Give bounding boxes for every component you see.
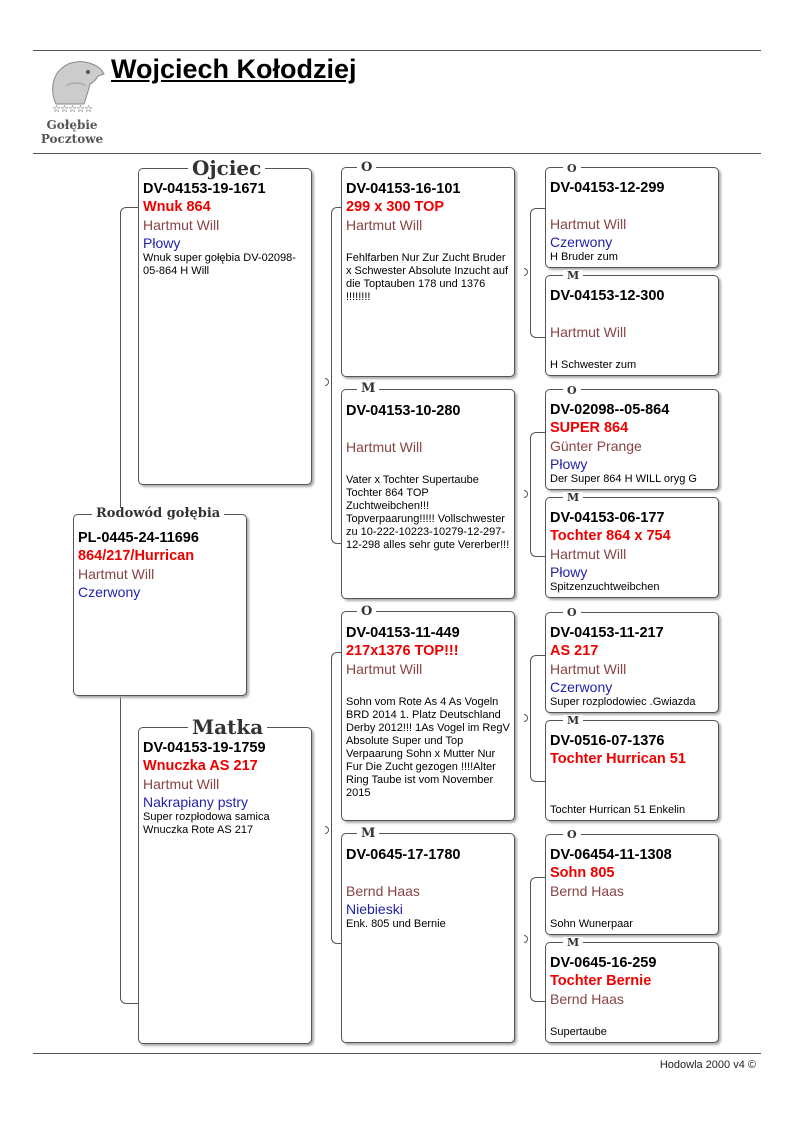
sire-label: O (563, 385, 581, 396)
pigeon-note: Tochter Hurrican 51 Enkelin (550, 804, 686, 816)
header-rule (33, 153, 761, 154)
rating-stars: ☆☆☆☆☆ (52, 104, 92, 115)
breeder: Hartmut Will (346, 439, 423, 455)
ring-number: DV-04153-06-177 (550, 510, 665, 526)
connector-knob (524, 490, 528, 498)
pigeon-card-fmm[interactable] (545, 497, 719, 598)
pigeon-note: Sohn vom Rote As 4 As Vogeln BRD 2014 1. Platz Deutschland Derby 2012!!! 1As Vogel im RegV Absolute Super und Top Verpaarung Sohn x Mutter Nur Fur Die Zucht gezogen !!!!Alter Ring Taube ist vom November 2015 (346, 696, 510, 799)
footer-rule (33, 1053, 761, 1054)
pigeon-name: Tochter Hurrican 51 (550, 751, 686, 767)
pigeon-card-mfm[interactable] (545, 720, 719, 821)
pigeon-note: Super rozplodowiec .Gwiazda (550, 696, 696, 708)
breeder: Hartmut Will (550, 324, 627, 340)
ring-number: PL-0445-24-11696 (78, 530, 199, 546)
breeder: Hartmut Will (78, 566, 155, 582)
sire-label: O (563, 163, 581, 174)
pigeon-name: 864/217/Hurrican (78, 548, 195, 564)
pigeon-name (346, 420, 511, 438)
breeder: Bernd Haas (550, 991, 624, 1007)
pigeon-name: Wnuczka AS 217 (143, 758, 258, 774)
pigeon-name: Tochter Bernie (550, 973, 652, 989)
pigeon-color: Płowy (550, 564, 588, 580)
pigeon-card-ff[interactable] (341, 167, 515, 377)
sire-label: O (357, 605, 376, 618)
pigeon-note: Vater x Tochter Supertaube Tochter 864 TOP Zuchtweibchen!!! Topverpaarung!!!!! Vollschwester zu 10-222-10223-10279-12-297-12-298 alles sehr gute Vererber!!! (346, 474, 510, 551)
pigeon-note: Enk. 805 und Bernie (346, 918, 446, 930)
pigeon-color: Czerwony (550, 679, 613, 695)
connector-knob (524, 714, 528, 722)
top-rule (33, 50, 761, 51)
breeder: Bernd Haas (346, 883, 420, 899)
pigeon-card-subject[interactable] (73, 514, 247, 696)
ring-number: DV-0645-16-259 (550, 955, 657, 971)
ring-number: DV-04153-12-300 (550, 288, 665, 304)
pigeon-card-mother[interactable] (138, 727, 312, 1044)
connector-knob (524, 935, 528, 943)
pigeon-card-fmf[interactable] (545, 389, 719, 490)
pigeon-note: Sohn Wunerpaar (550, 918, 633, 930)
dam-label: M (563, 270, 583, 281)
pigeon-card-fff[interactable] (545, 167, 719, 268)
ring-number: DV-04153-16-101 (346, 181, 461, 197)
ring-number: DV-04153-11-449 (346, 625, 460, 641)
breeder: Hartmut Will (550, 661, 627, 677)
pigeon-color (346, 456, 511, 474)
subject-label: Rodowód gołębia (92, 507, 224, 520)
connector-mm (530, 877, 546, 1002)
breeder: Hartmut Will (143, 776, 220, 792)
breeder (550, 768, 715, 786)
pigeon-note: H Schwester zum (550, 359, 637, 371)
dam-label: M (563, 492, 583, 503)
pigeon-card-ffm[interactable] (545, 275, 719, 376)
pigeon-name: SUPER 864 (550, 420, 629, 436)
ring-number: DV-02098--05-864 (550, 402, 670, 418)
pigeon-note: Supertaube (550, 1026, 607, 1038)
ring-number: DV-0516-07-1376 (550, 733, 665, 749)
dam-label: M (563, 715, 583, 726)
connector-knob (524, 268, 528, 276)
pigeon-color: Czerwony (78, 584, 141, 600)
pigeon-card-mmm[interactable] (545, 942, 719, 1043)
pigeon-logo-icon (36, 56, 108, 106)
pigeon-color (550, 900, 715, 918)
pigeon-note: Der Super 864 H WILL oryg G (550, 473, 697, 485)
pigeon-card-father[interactable] (138, 168, 312, 485)
father-label: Ojciec (188, 158, 265, 178)
breeder: Bernd Haas (550, 883, 624, 899)
pigeon-name (550, 197, 715, 215)
ring-number: DV-04153-12-299 (550, 180, 665, 196)
dam-label: M (563, 937, 583, 948)
pigeon-color: Nakrapiany pstry (143, 794, 249, 810)
breeder: Hartmut Will (550, 546, 627, 562)
sire-label: O (563, 607, 581, 618)
pigeon-color: Płowy (550, 456, 588, 472)
logo-text: Gołębie Pocztowe (40, 118, 104, 146)
pigeon-note: Wnuk super gołębia DV-02098- 05-864 H Will (143, 252, 296, 277)
page-title: Wojciech Kołodziej (111, 54, 357, 84)
pigeon-color (550, 341, 715, 359)
mother-label: Matka (188, 717, 267, 737)
pigeon-name: AS 217 (550, 643, 599, 659)
breeder: Hartmut Will (143, 217, 220, 233)
breeder: Günter Prange (550, 438, 642, 454)
dam-label: M (357, 827, 379, 840)
pigeon-name: Sohn 805 (550, 865, 615, 881)
pigeon-name: Tochter 864 x 754 (550, 528, 671, 544)
connector-fm (530, 432, 546, 557)
ring-number: DV-06454-11-1308 (550, 847, 672, 863)
pigeon-card-mm[interactable] (341, 833, 515, 1043)
pigeon-name (550, 305, 715, 323)
pigeon-name: Wnuk 864 (143, 199, 211, 215)
pigeon-note: Spitzenzuchtweibchen (550, 581, 660, 593)
pigeon-name: 299 x 300 TOP (346, 199, 445, 215)
dam-label: M (357, 382, 379, 395)
connector-knob (325, 826, 329, 834)
pigeon-card-mff[interactable] (545, 612, 719, 713)
pigeon-color: Płowy (143, 235, 181, 251)
sire-label: O (563, 829, 581, 840)
breeder: Hartmut Will (346, 217, 423, 233)
logo (36, 56, 108, 148)
pigeon-name: 217x1376 TOP!!! (346, 643, 459, 659)
breeder: Hartmut Will (346, 661, 423, 677)
pigeon-note: Super rozpłodowa samica Wnuczka Rote AS 217 (143, 811, 270, 836)
pigeon-card-mmf[interactable] (545, 834, 719, 935)
ring-number: DV-0645-17-1780 (346, 847, 461, 863)
pigeon-color: Niebieski (346, 901, 403, 917)
ring-number: DV-04153-10-280 (346, 403, 461, 419)
pigeon-name (346, 864, 511, 882)
connector-knob (325, 378, 329, 386)
ring-number: DV-04153-19-1671 (143, 181, 266, 197)
breeder: Hartmut Will (550, 216, 627, 232)
sire-label: O (357, 161, 376, 174)
pigeon-card-mf[interactable] (341, 611, 515, 821)
ring-number: DV-04153-11-217 (550, 625, 664, 641)
connector-ff (530, 208, 546, 338)
ring-number: DV-04153-19-1759 (143, 740, 266, 756)
pigeon-color (346, 678, 511, 696)
pigeon-color (550, 786, 715, 804)
pigeon-color: Czerwony (550, 234, 613, 250)
pigeon-note: Fehlfarben Nur Zur Zucht Bruder x Schwester Absolute Inzucht auf die Toptauben 178 und 1376 !!!!!!!! (346, 252, 509, 303)
pigeon-note: H Bruder zum (550, 251, 618, 263)
pigeon-color (550, 1008, 715, 1026)
pigeon-color (346, 234, 511, 252)
pigeon-card-fm[interactable] (341, 389, 515, 599)
footer-credit: Hodowla 2000 v4 © (659, 1059, 756, 1071)
connector-mf (530, 655, 546, 782)
